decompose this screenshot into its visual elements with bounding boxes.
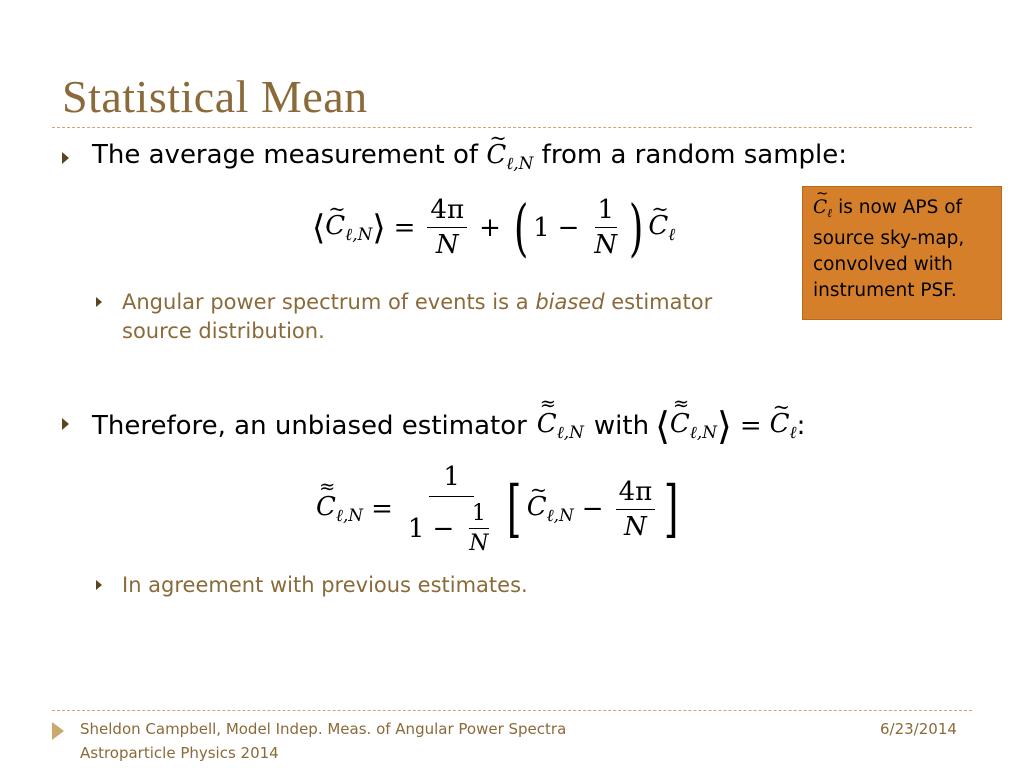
- sub1-emphasis: biased: [535, 290, 605, 314]
- sub1-text-a: Angular power spectrum of events is a: [122, 290, 529, 314]
- bullet-2: Therefore, an unbiased estimator ≈ $C_{\ell,N}$ with ⟨ ≈ $C_{\ell,N}$ ⟩ = ~ $C_\ell$ :: [92, 404, 805, 448]
- eq2-num: 1: [429, 462, 474, 497]
- footer-date: 6/23/2014: [880, 720, 957, 738]
- eq2-den-frac-num: 1: [469, 501, 489, 529]
- eq2-den-one: 1: [407, 513, 425, 544]
- sub-bullet-arrow-icon: [96, 297, 102, 307]
- eq2-frac-num: 4π: [616, 477, 656, 510]
- equation-unbiased: ≈ $C_{\ell,N}$ = 1 1 − $\frac{1}{N}$ [ ~ $C_{\ell,N}$ − $\frac{4\pi}{N}$ ]: [316, 462, 683, 556]
- callout-text: is now APS of source sky-map, convolved with instrument PSF.: [813, 197, 965, 302]
- eq1-frac1-den: N: [435, 230, 459, 260]
- sub-bullet-2: In agreement with previous estimates.: [122, 573, 528, 597]
- bullet-2-equals: =: [739, 411, 762, 441]
- eq1-frac1-num: 4π: [427, 195, 467, 228]
- eq2-frac-den: N: [624, 511, 647, 542]
- c-tilde-l-n-symbol: ~ $C_{\ell,N}$: [486, 140, 533, 170]
- bullet-1: [92, 140, 847, 174]
- bullet-2-colon: :: [796, 411, 806, 441]
- bullet-arrow-icon: [62, 418, 69, 430]
- callout-box: [802, 186, 1002, 320]
- footer-venue: Astroparticle Physics 2014: [80, 744, 279, 762]
- sub1-text-b: estimator: [611, 290, 713, 314]
- equation-mean: ⟨ ~ $C_{\ell,N}$ ⟩ = $\frac{4\pi}{N}$ + ( 1 − $\frac{1}{N}$ ) ~ $C_\ell$: [312, 195, 675, 260]
- c-tilde-l-symbol: ~ $C_\ell$: [813, 197, 832, 218]
- eq2-den-frac-den: N: [469, 531, 489, 556]
- sub-bullet-1: [122, 288, 802, 346]
- footer-author: Sheldon Campbell, Model Indep. Meas. of Angular Power Spectra: [80, 720, 567, 738]
- bullet-1-text-after: from a random sample:: [541, 140, 848, 170]
- slide-title: Statistical Mean: [62, 71, 368, 122]
- bullet-2-text-before: Therefore, an unbiased estimator: [92, 411, 527, 441]
- eq1-frac2-num: 1: [595, 195, 618, 228]
- eq1-one: 1: [533, 212, 550, 243]
- sub1-text-c: source distribution.: [122, 319, 325, 343]
- c-hat-tilde-symbol: ≈ $C_{\ell,N}$: [537, 409, 584, 443]
- footer-divider: [52, 710, 972, 711]
- bullet-2-text-mid: with: [593, 411, 650, 441]
- sub-bullet-arrow-icon: [96, 580, 102, 590]
- bullet-1-text-before: The average measurement of: [92, 140, 479, 170]
- title-divider: [52, 127, 972, 128]
- eq1-frac2-den: N: [594, 230, 618, 260]
- bullet-arrow-icon: [62, 152, 69, 164]
- footer-arrow-icon: [52, 722, 64, 740]
